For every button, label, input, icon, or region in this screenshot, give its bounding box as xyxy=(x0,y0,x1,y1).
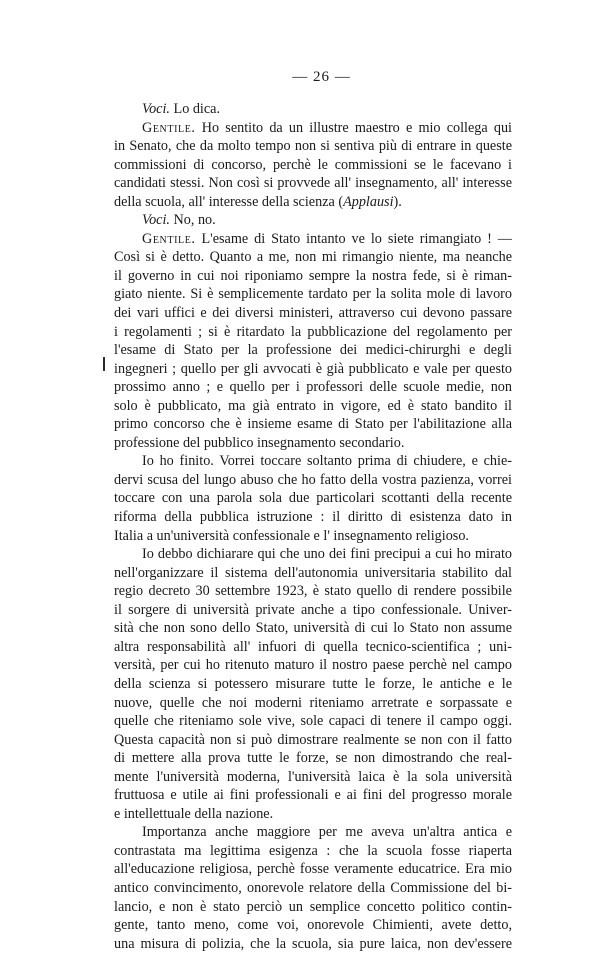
body-text xyxy=(114,100,512,953)
text-line: riforma della pubblica istruzione : il diritto di esistenza dato in xyxy=(114,509,512,526)
text-line: Io ho finito. Vorrei toccare soltanto prima di chiudere, e chie- xyxy=(142,453,512,470)
text-line: il sorgere di università private anche a tipo confessionale. Univer- xyxy=(114,601,512,618)
text-line: primo concorso che è insieme esame di Stato per l'abilitazione alla xyxy=(114,416,512,433)
text-line: Italia a un'università confessionale e l' insegnamento religioso. xyxy=(114,527,469,544)
text-line: gente, tanto meno, come voi, onorevole Chimienti, avete detto, xyxy=(114,917,512,934)
text-line: di mettere alla prova tutte le forze, se non dimostrando che real- xyxy=(114,750,512,767)
text-line: altra responsabilità all' infuori di quella tecnico-scientifica ; uni- xyxy=(114,638,512,655)
text-line: ingegneri ; quello per gli avvocati è già pubblicato e vale per questo xyxy=(114,360,512,377)
text-line: dervi scusa del lungo abuso che ho fatto della vostra pazienza, vorrei xyxy=(114,471,512,488)
text-line: Io debbo dichiarare qui che uno dei fini precipui a cui ho mirato xyxy=(142,546,512,563)
text-line: Voci. No, no. xyxy=(142,212,216,229)
text-line: candidati stessi. Non così si provvede all' insegnamento, all' interesse xyxy=(114,175,512,192)
text-line: toccare con una parola sola due particolari scottanti della recente xyxy=(114,490,512,507)
text-line: prossimo anno ; e quello per i professori delle scuole medie, non xyxy=(114,379,512,396)
page-number: — 26 — xyxy=(292,69,351,85)
text-line: nuove, quelle che noi moderni riteniamo arretrate e sorpassate e xyxy=(114,694,512,711)
text-line: il governo in cui noi riponiamo sempre la nostra fede, si è riman- xyxy=(114,267,512,284)
text-line: sità che non sono dello Stato, università di cui lo Stato non assume xyxy=(114,620,512,637)
text-line: dei vari uffici e dei diversi ministeri, attraverso cui devono passare xyxy=(114,305,512,322)
text-line: una misura di polizia, che la scuola, sia pure laica, non dev'essere xyxy=(114,935,512,952)
text-line: all'educazione religiosa, perchè fosse veramente educatrice. Era mio xyxy=(114,861,512,878)
text-line: l'esame di Stato per la professione dei medici-chirurghi e degli xyxy=(114,342,512,359)
text-line: quelle che riteniamo sole vive, sole capaci di tenere il campo oggi. xyxy=(114,713,512,730)
text-line: i regolamenti ; si è ritardato la pubblicazione del regolamento per xyxy=(114,323,512,340)
text-line: versità, per cui ho ritenuto maturo il nostro paese perchè nel campo xyxy=(114,657,512,674)
text-line: in Senato, che da molto tempo non si sentiva più di entrare in queste xyxy=(114,138,512,155)
text-line: Questa capacità non si può dimostrare realmente se non con il fatto xyxy=(114,731,512,748)
text-line: solo è pubblicato, ma già entrato in vigore, ed è stato bandito il xyxy=(114,397,512,414)
text-line: contrastata ma legittima esigenza : che la scuola fosse riaperta xyxy=(114,842,512,859)
text-line: lancio, e non è stato perciò un semplice concetto politico contin- xyxy=(114,898,512,915)
text-line: giato niente. Si è semplicemente tardato per la solita mole di lavoro xyxy=(114,286,512,303)
text-line: della scienza si potessero misurare tutte le forze, le antiche e le xyxy=(114,675,512,692)
text-line: fruttuosa e utile ai fini professionali e ai fini del progresso morale xyxy=(114,787,512,804)
text-line: commissioni di concorso, perchè le commissioni se le facevano i xyxy=(114,156,512,173)
text-line: professione del pubblico insegnamento secondario. xyxy=(114,434,405,451)
text-line: mente l'università moderna, l'università laica è la sola università xyxy=(114,768,512,785)
text-line: regio decreto 30 settembre 1923, è stato quello di rendere possibile xyxy=(114,583,512,600)
text-line: antico convincimento, onorevole relatore della Commissione del bi- xyxy=(114,879,512,896)
text-line: Importanza anche maggiore per me aveva un'altra antica e xyxy=(142,824,512,841)
margin-mark xyxy=(103,357,105,371)
text-line: Voci. Lo dica. xyxy=(142,101,221,117)
text-line: Gentile. L'esame di Stato intanto ve lo siete rimangiato ! — xyxy=(142,230,512,247)
text-line: e intellettuale della nazione. xyxy=(114,805,274,822)
text-line: Così si è detto. Quanto a me, non mi rimangio niente, ma neanche xyxy=(114,249,512,266)
text-line: nell'organizzare il sistema dell'autonomia universitaria stabilito dal xyxy=(114,564,512,581)
text-line: della scuola, all' interesse della scienza (Applausi). xyxy=(114,193,402,210)
text-line: Gentile. Ho sentito da un illustre maestro e mio collega qui xyxy=(142,119,512,136)
